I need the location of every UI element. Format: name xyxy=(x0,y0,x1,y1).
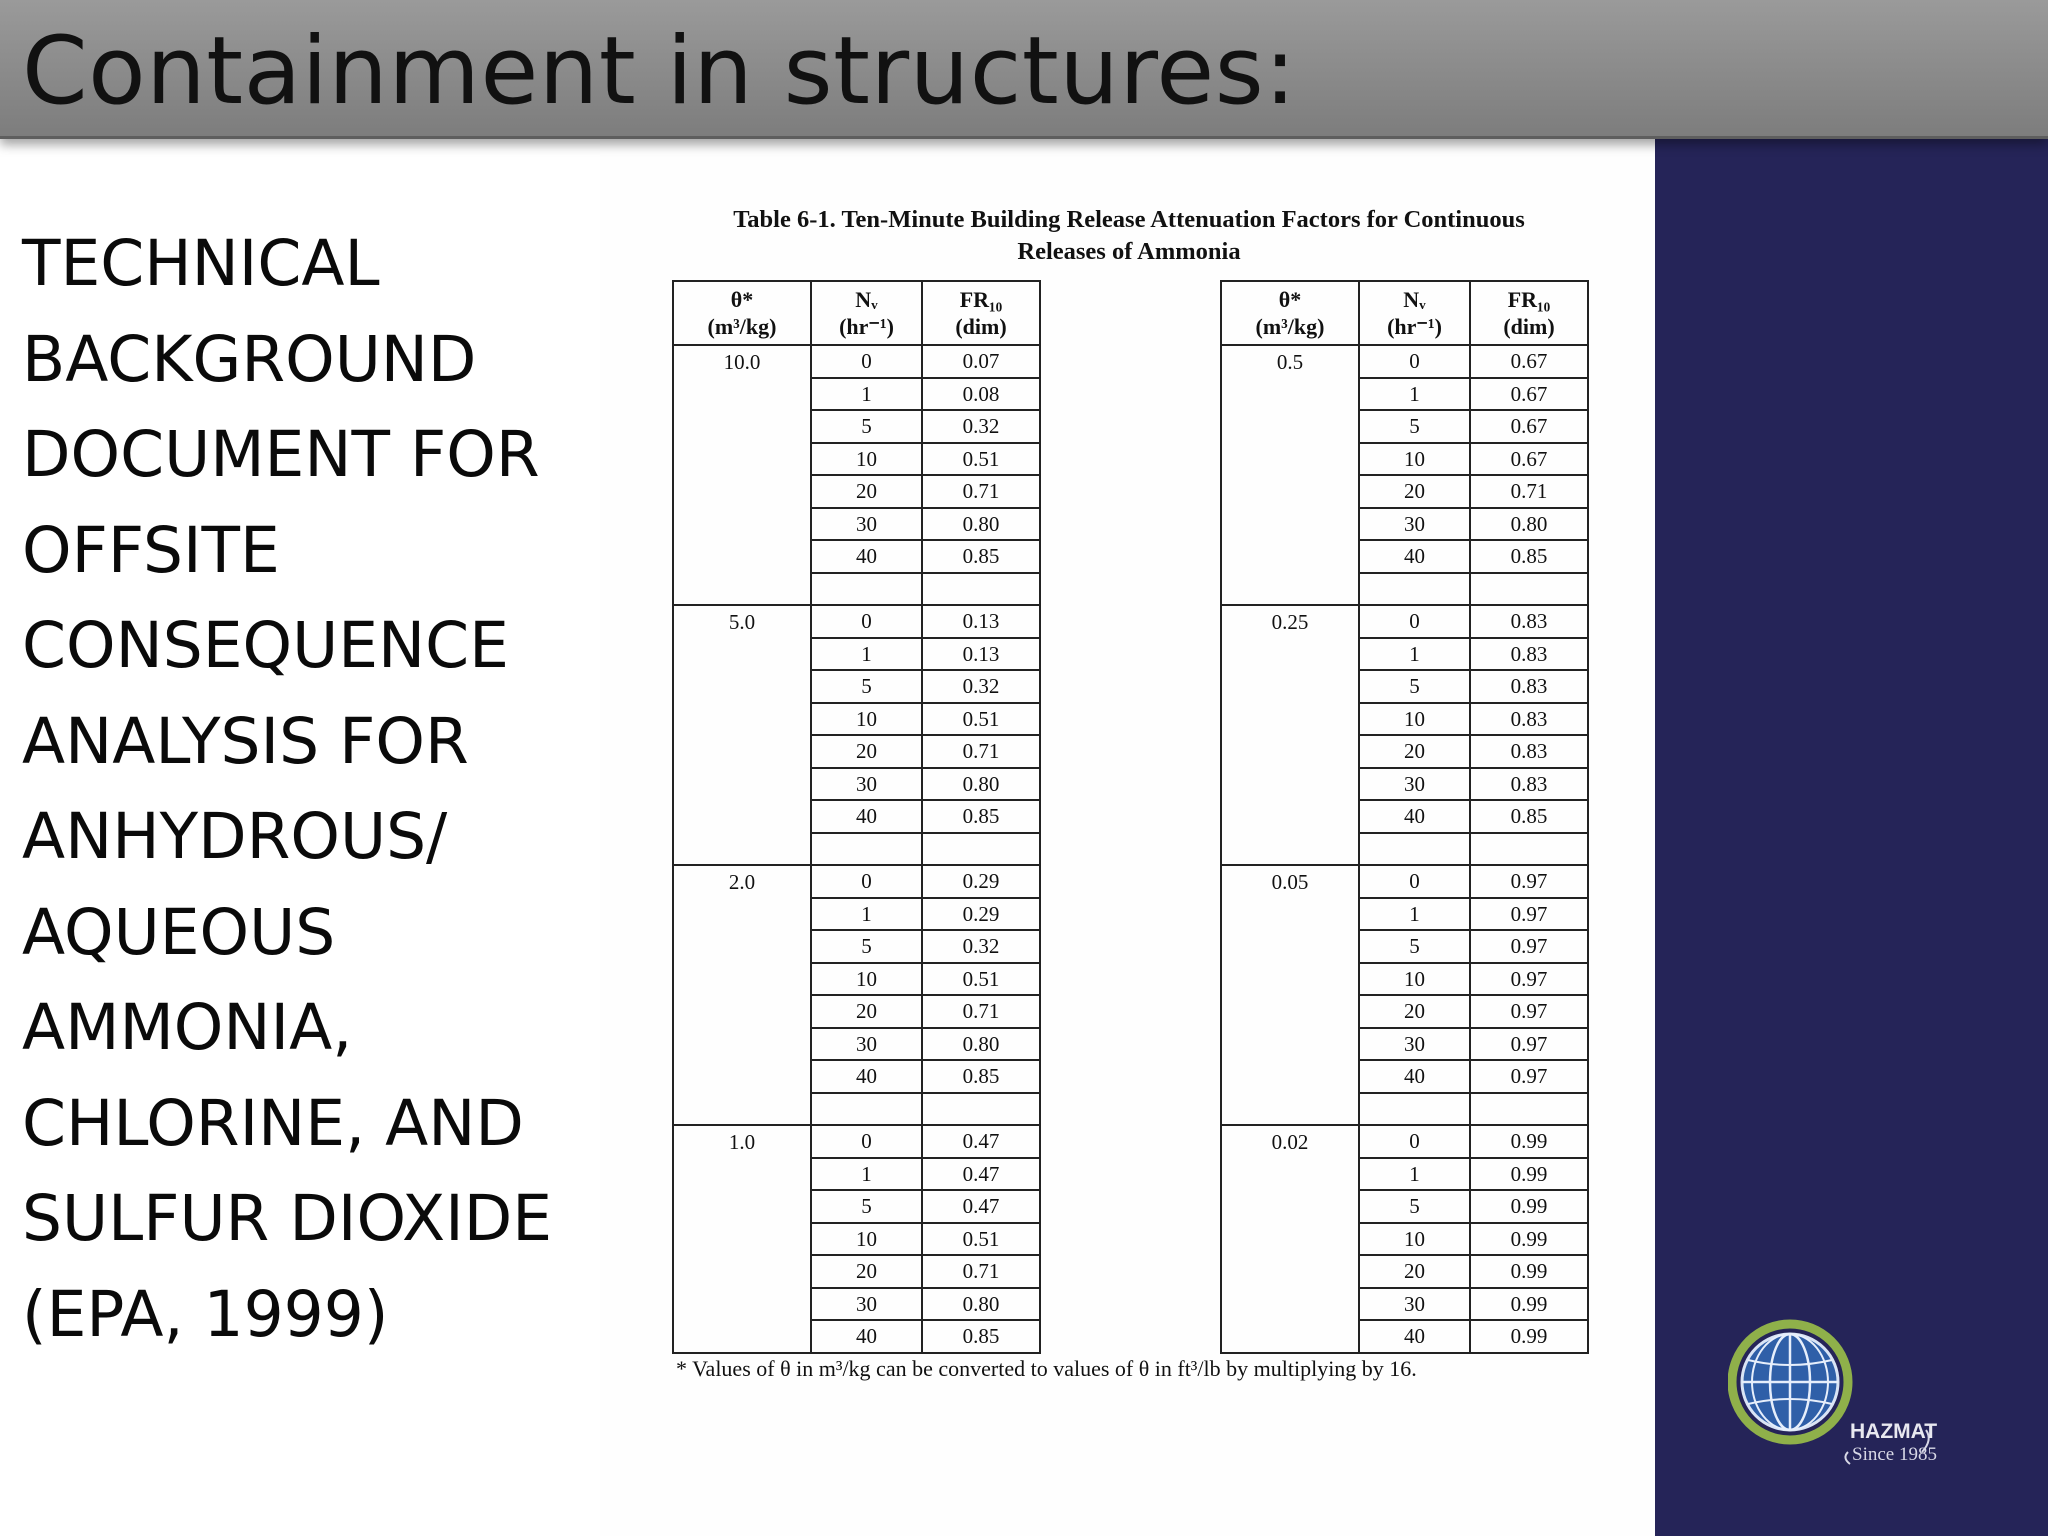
fr-cell: 0.67 xyxy=(1470,378,1588,411)
header-theta: θ* (m³/kg) xyxy=(673,281,811,345)
body-line: (EPA, 1999) xyxy=(22,1277,389,1351)
nv-cell: 0 xyxy=(811,345,922,378)
fr-cell: 0.99 xyxy=(1470,1320,1588,1353)
nv-cell: 30 xyxy=(1359,1028,1470,1061)
fr-cell: 0.80 xyxy=(922,508,1040,541)
body-line: ANALYSIS FOR xyxy=(22,704,469,778)
nv-cell: 40 xyxy=(811,800,922,833)
theta-cell: 2.0 xyxy=(673,865,811,1125)
fr-cell: 0.32 xyxy=(922,410,1040,443)
fr-cell: 0.08 xyxy=(922,378,1040,411)
table-footnote: * Values of θ in m³/kg can be converted to values of θ in ft³/lb by multiplying by 16. xyxy=(676,1356,1417,1381)
fr-cell: 0.32 xyxy=(922,670,1040,703)
empty-cell xyxy=(922,1093,1040,1126)
nv-cell: 10 xyxy=(1359,1223,1470,1256)
nv-cell: 10 xyxy=(811,443,922,476)
fr-cell: 0.83 xyxy=(1470,768,1588,801)
logo-name: HAZMAT xyxy=(1850,1420,1938,1443)
fr-cell: 0.07 xyxy=(922,345,1040,378)
theta-cell: 0.25 xyxy=(1221,605,1359,865)
nv-cell: 1 xyxy=(811,1158,922,1191)
fr-cell: 0.99 xyxy=(1470,1223,1588,1256)
fr-cell: 0.13 xyxy=(922,638,1040,671)
nv-cell: 20 xyxy=(811,475,922,508)
fr-cell: 0.85 xyxy=(922,1060,1040,1093)
nv-cell: 30 xyxy=(811,768,922,801)
body-line: OFFSITE xyxy=(22,513,280,587)
fr-cell: 0.67 xyxy=(1470,410,1588,443)
body-line: CHLORINE, AND xyxy=(22,1086,524,1160)
table-header-row xyxy=(673,281,1040,345)
nv-cell: 0 xyxy=(1359,1125,1470,1158)
fr-cell: 0.85 xyxy=(1470,800,1588,833)
nv-cell: 10 xyxy=(811,963,922,996)
nv-cell: 40 xyxy=(811,540,922,573)
nv-cell: 40 xyxy=(1359,1060,1470,1093)
fr-cell: 0.67 xyxy=(1470,443,1588,476)
nv-cell: 20 xyxy=(1359,475,1470,508)
fr-cell: 0.99 xyxy=(1470,1158,1588,1191)
slide-title: Containment in structures: xyxy=(22,17,1297,126)
nv-cell: 10 xyxy=(1359,443,1470,476)
table-row xyxy=(1221,865,1588,898)
table-row xyxy=(1221,1125,1588,1158)
header-theta: θ* (m³/kg) xyxy=(1221,281,1359,345)
table-row xyxy=(673,345,1040,378)
fr-cell: 0.71 xyxy=(922,995,1040,1028)
fr-cell: 0.71 xyxy=(922,475,1040,508)
empty-cell xyxy=(1359,1093,1470,1126)
empty-cell xyxy=(811,833,922,866)
fr-cell: 0.71 xyxy=(1470,475,1588,508)
nv-cell: 1 xyxy=(1359,638,1470,671)
fr-cell: 0.85 xyxy=(1470,540,1588,573)
fr-cell: 0.83 xyxy=(1470,703,1588,736)
body-line: BACKGROUND xyxy=(22,322,477,396)
fr-cell: 0.51 xyxy=(922,963,1040,996)
nv-cell: 5 xyxy=(1359,930,1470,963)
fr-cell: 0.97 xyxy=(1470,995,1588,1028)
fr-cell: 0.71 xyxy=(922,735,1040,768)
fr-cell: 0.99 xyxy=(1470,1255,1588,1288)
empty-cell xyxy=(1470,1093,1588,1126)
fr-cell: 0.80 xyxy=(922,1028,1040,1061)
nv-cell: 1 xyxy=(811,378,922,411)
nv-cell: 5 xyxy=(1359,410,1470,443)
theta-cell: 0.5 xyxy=(1221,345,1359,605)
title-bar xyxy=(0,0,2048,139)
fr-cell: 0.97 xyxy=(1470,1060,1588,1093)
nv-cell: 30 xyxy=(811,1288,922,1321)
theta-cell: 1.0 xyxy=(673,1125,811,1353)
nv-cell: 40 xyxy=(811,1060,922,1093)
empty-cell xyxy=(922,573,1040,606)
table-row xyxy=(673,865,1040,898)
nv-cell: 1 xyxy=(1359,378,1470,411)
nv-cell: 20 xyxy=(811,735,922,768)
body-line: CONSEQUENCE xyxy=(22,609,509,682)
fr-cell: 0.80 xyxy=(922,768,1040,801)
table-caption xyxy=(604,204,1654,268)
nv-cell: 1 xyxy=(1359,898,1470,931)
fr-cell: 0.51 xyxy=(922,703,1040,736)
nv-cell: 30 xyxy=(811,508,922,541)
header-nv: Nᵥ (hr⁻¹) xyxy=(1359,281,1470,345)
nv-cell: 5 xyxy=(1359,1190,1470,1223)
fr-cell: 0.47 xyxy=(922,1190,1040,1223)
nv-cell: 0 xyxy=(811,1125,922,1158)
nv-cell: 40 xyxy=(1359,800,1470,833)
fr-cell: 0.67 xyxy=(1470,345,1588,378)
table-row xyxy=(673,1125,1040,1158)
fr-cell: 0.85 xyxy=(922,800,1040,833)
fr-cell: 0.47 xyxy=(922,1125,1040,1158)
fr-cell: 0.99 xyxy=(1470,1288,1588,1321)
nv-cell: 20 xyxy=(1359,1255,1470,1288)
nv-cell: 40 xyxy=(1359,1320,1470,1353)
nv-cell: 10 xyxy=(1359,703,1470,736)
theta-cell: 5.0 xyxy=(673,605,811,865)
empty-cell xyxy=(811,1093,922,1126)
fr-cell: 0.83 xyxy=(1470,638,1588,671)
empty-cell xyxy=(1470,573,1588,606)
nv-cell: 20 xyxy=(1359,735,1470,768)
fr-cell: 0.71 xyxy=(922,1255,1040,1288)
nv-cell: 0 xyxy=(1359,865,1470,898)
nv-cell: 40 xyxy=(1359,540,1470,573)
body-line: DOCUMENT FOR xyxy=(22,418,540,491)
table-caption-line: Table 6-1. Ten-Minute Building Release Attenuation Factors for Continuous xyxy=(733,206,1525,233)
body-line: AQUEOUS xyxy=(22,895,336,969)
fr-cell: 0.51 xyxy=(922,443,1040,476)
empty-cell xyxy=(1470,833,1588,866)
header-fr: FR₁₀ (dim) xyxy=(922,281,1040,345)
nv-cell: 30 xyxy=(1359,1288,1470,1321)
fr-cell: 0.51 xyxy=(922,1223,1040,1256)
theta-cell: 0.05 xyxy=(1221,865,1359,1125)
header-nv: Nᵥ (hr⁻¹) xyxy=(811,281,922,345)
body-line: ANHYDROUS/ xyxy=(22,800,448,873)
fr-cell: 0.80 xyxy=(1470,508,1588,541)
nv-cell: 30 xyxy=(811,1028,922,1061)
nv-cell: 5 xyxy=(1359,670,1470,703)
fr-cell: 0.29 xyxy=(922,898,1040,931)
table-header-row xyxy=(1221,281,1588,345)
empty-cell xyxy=(922,833,1040,866)
nv-cell: 10 xyxy=(1359,963,1470,996)
fr-cell: 0.13 xyxy=(922,605,1040,638)
body-line: TECHNICAL xyxy=(22,227,380,300)
theta-cell: 0.02 xyxy=(1221,1125,1359,1353)
nv-cell: 1 xyxy=(811,638,922,671)
fr-cell: 0.97 xyxy=(1470,930,1588,963)
empty-cell xyxy=(811,573,922,606)
fr-cell: 0.83 xyxy=(1470,670,1588,703)
fr-cell: 0.80 xyxy=(922,1288,1040,1321)
nv-cell: 0 xyxy=(1359,345,1470,378)
nv-cell: 5 xyxy=(811,1190,922,1223)
nv-cell: 0 xyxy=(1359,605,1470,638)
fr-cell: 0.47 xyxy=(922,1158,1040,1191)
slide-body-text xyxy=(22,216,602,1362)
attenuation-table-left xyxy=(672,280,1041,1354)
nv-cell: 20 xyxy=(811,995,922,1028)
logo-tagline: Since 1985 xyxy=(1852,1444,1937,1465)
fr-cell: 0.83 xyxy=(1470,735,1588,768)
table-row xyxy=(1221,605,1588,638)
empty-cell xyxy=(1359,573,1470,606)
empty-cell xyxy=(1359,833,1470,866)
nv-cell: 40 xyxy=(811,1320,922,1353)
fr-cell: 0.99 xyxy=(1470,1125,1588,1158)
theta-cell: 10.0 xyxy=(673,345,811,605)
nv-cell: 30 xyxy=(1359,768,1470,801)
nv-cell: 10 xyxy=(811,703,922,736)
table-caption-line: Releases of Ammonia xyxy=(1017,238,1241,265)
nv-cell: 5 xyxy=(811,410,922,443)
body-line: AMMONIA, xyxy=(22,991,353,1064)
nv-cell: 30 xyxy=(1359,508,1470,541)
nv-cell: 5 xyxy=(811,930,922,963)
fr-cell: 0.85 xyxy=(922,540,1040,573)
nv-cell: 10 xyxy=(811,1223,922,1256)
body-line: SULFUR DIOXIDE xyxy=(22,1182,553,1255)
header-fr: FR₁₀ (dim) xyxy=(1470,281,1588,345)
fr-cell: 0.97 xyxy=(1470,898,1588,931)
fr-cell: 0.83 xyxy=(1470,605,1588,638)
table-row xyxy=(673,605,1040,638)
fr-cell: 0.97 xyxy=(1470,1028,1588,1061)
nv-cell: 1 xyxy=(811,898,922,931)
nv-cell: 0 xyxy=(811,605,922,638)
attenuation-table-right xyxy=(1220,280,1589,1354)
nv-cell: 0 xyxy=(811,865,922,898)
nv-cell: 1 xyxy=(1359,1158,1470,1191)
table-row xyxy=(1221,345,1588,378)
fr-cell: 0.97 xyxy=(1470,865,1588,898)
nv-cell: 20 xyxy=(811,1255,922,1288)
nv-cell: 5 xyxy=(811,670,922,703)
fr-cell: 0.29 xyxy=(922,865,1040,898)
fr-cell: 0.85 xyxy=(922,1320,1040,1353)
fr-cell: 0.97 xyxy=(1470,963,1588,996)
nv-cell: 20 xyxy=(1359,995,1470,1028)
fr-cell: 0.99 xyxy=(1470,1190,1588,1223)
fr-cell: 0.32 xyxy=(922,930,1040,963)
